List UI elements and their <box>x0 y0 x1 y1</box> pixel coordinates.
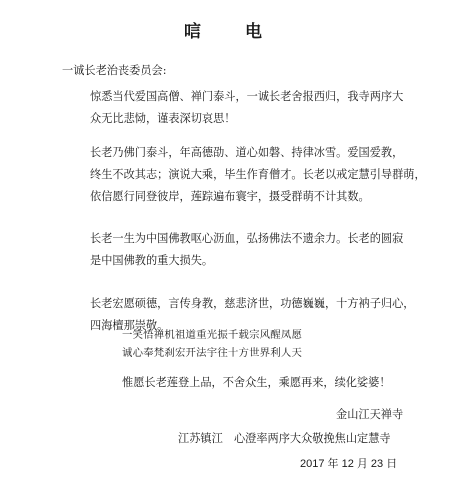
document-date: 2017 年 12 月 23 日 <box>300 458 398 470</box>
paragraph-line: 长老一生为中国佛教呕心沥血，弘扬佛法不遗余力。长老的圆寂 <box>90 232 404 245</box>
paragraph-1 <box>90 86 410 130</box>
paragraph-line: 四海檀那崇敬。 <box>90 319 169 332</box>
paragraph-3 <box>90 228 410 272</box>
title-char-right: 电 <box>245 22 266 42</box>
paragraph-line: 长老宏愿硕德，言传身教，慈悲济世，功德巍巍，十方衲子归心， <box>90 297 415 310</box>
title-char-left: 唁 <box>184 22 205 42</box>
closing-wish: 惟愿长老莲登上品，不舍众生，乘愿再来，续化娑婆！ <box>122 376 391 389</box>
paragraph-line: 惊悉当代爱国高僧、禅门泰斗，一诚长老舍报西归，我寺两序大 <box>90 90 404 103</box>
paragraph-line: 终生不改其志；演说大乘，毕生作育僧才。长老以戒定慧引导群萌， <box>90 168 426 181</box>
paragraph-line: 众无比悲恸，谨表深切哀思！ <box>90 112 236 125</box>
couplet-line-1: 一笑悟禅机祖道重光振千载宗风醒凤愿 <box>122 329 303 341</box>
paragraph-2 <box>90 142 426 208</box>
document-title <box>0 22 450 42</box>
salutation: 一诚长老治丧委员会: <box>62 64 167 77</box>
signature-cosigner: 江苏镇江 心澄率两序大众敬挽焦山定慧寺 <box>178 432 391 445</box>
paragraph-line: 依信愿行同登彼岸，莲踪遍布寰宇，摄受群萌不计其数。 <box>90 190 370 203</box>
couplet-line-2: 诚心奉梵刹宏开法宇往十方世界利人天 <box>122 347 303 359</box>
signature-temple: 金山江天禅寺 <box>336 408 404 421</box>
paragraph-line: 是中国佛教的重大损失。 <box>90 254 214 267</box>
paragraph-line: 长老乃佛门泰斗，年高德劭、道心如磐、持律冰雪。爱国爱教， <box>90 146 404 159</box>
